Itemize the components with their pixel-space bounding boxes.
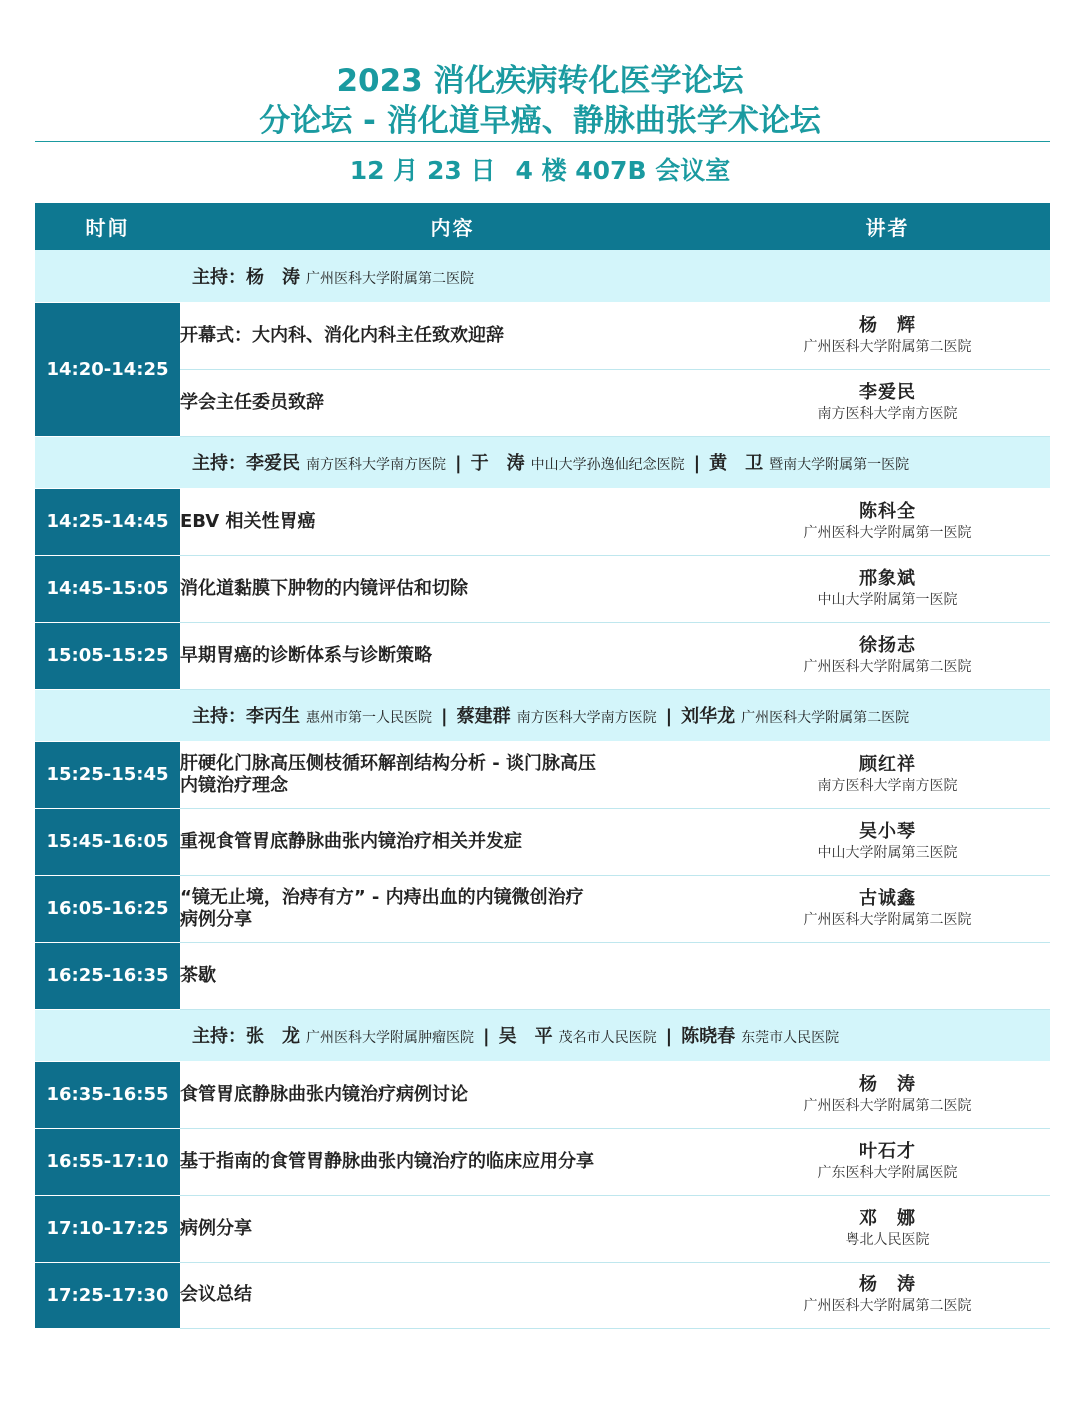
session-content-line1: “镜无止境，治痔有方” - 内痔出血的内镜微创治疗	[180, 886, 584, 908]
header-time: 时间	[35, 203, 180, 250]
host-separator: |	[441, 706, 448, 727]
session-content-line2: 病例分享	[180, 908, 252, 930]
speaker-name: 吴小琴	[859, 820, 916, 842]
host-label: 主持：	[192, 1026, 246, 1047]
table-row	[35, 555, 1050, 622]
time-cell: 17:10-17:25	[35, 1195, 180, 1262]
event-date: 12 月 23 日	[349, 156, 496, 185]
event-venue: 4 楼 407B 会议室	[515, 156, 731, 185]
table-row	[35, 741, 1050, 808]
speaker-name: 李爱民	[859, 381, 916, 403]
table-row	[35, 808, 1050, 875]
host-separator: |	[455, 453, 462, 474]
time-cell: 16:25-16:35	[35, 942, 180, 1009]
time-cell-empty	[35, 1009, 180, 1061]
page-title: 2023 消化疾病转化医学论坛	[336, 63, 744, 99]
host-org: 中山大学孙逸仙纪念医院	[530, 457, 685, 473]
time-cell: 15:05-15:25	[35, 622, 180, 689]
speaker-cell	[725, 555, 1050, 622]
speaker-org: 广州医科大学附属第二医院	[803, 338, 972, 355]
time-cell-empty	[35, 689, 180, 741]
host-label: 主持：	[192, 266, 246, 288]
date-venue-line	[0, 154, 1080, 188]
speaker-cell	[725, 302, 1050, 369]
host-org: 广州医科大学附属第二医院	[741, 710, 910, 726]
speaker-name: 古诚鑫	[859, 887, 916, 909]
speaker-name: 顾红祥	[859, 753, 916, 775]
speaker-cell	[725, 369, 1050, 436]
time-cell: 16:35-16:55	[35, 1061, 180, 1128]
host-org: 南方医科大学南方医院	[516, 710, 657, 726]
speaker-cell	[725, 488, 1050, 555]
host-row	[35, 1009, 1050, 1061]
table-row	[35, 875, 1050, 942]
host-cell	[180, 250, 1050, 302]
speaker-name: 陈科全	[859, 500, 916, 522]
speaker-cell	[725, 875, 1050, 942]
host-row	[35, 689, 1050, 741]
speaker-org: 南方医科大学南方医院	[817, 405, 958, 422]
table-row	[35, 942, 1050, 1009]
time-cell: 14:20-14:25	[35, 302, 180, 436]
speaker-org: 广州医科大学附属第二医院	[803, 658, 972, 675]
host-separator: |	[665, 706, 673, 727]
host-name: 李爱民	[246, 453, 300, 474]
page-subtitle: 分论坛 - 消化道早癌、静脉曲张学术论坛	[259, 103, 821, 139]
speaker-org: 广州医科大学附属第二医院	[803, 911, 972, 928]
host-name: 于 涛	[470, 453, 525, 474]
speaker-org: 中山大学附属第一医院	[817, 591, 958, 608]
host-row	[35, 436, 1050, 488]
time-cell: 15:45-16:05	[35, 808, 180, 875]
speaker-cell	[725, 622, 1050, 689]
table-row	[35, 622, 1050, 689]
speaker-org: 粤北人民医院	[845, 1231, 930, 1248]
host-name: 杨 涛	[246, 266, 300, 288]
speaker-org: 广州医科大学附属第一医院	[803, 524, 972, 541]
speaker-name: 徐扬志	[859, 634, 916, 656]
session-content: 茶歇	[180, 942, 1050, 1009]
host-label: 主持：	[192, 453, 246, 474]
host-name: 李丙生	[246, 706, 300, 727]
host-org: 惠州市第一人民医院	[306, 710, 432, 726]
header-speaker: 讲者	[725, 203, 1050, 250]
table-row	[35, 1128, 1050, 1195]
table-row	[35, 302, 1050, 369]
host-cell	[180, 689, 1050, 741]
table-row	[35, 1195, 1050, 1262]
speaker-cell	[725, 1061, 1050, 1128]
host-label: 主持：	[192, 706, 246, 727]
host-name: 刘华龙	[681, 706, 736, 727]
host-org: 广州医科大学附属第二医院	[306, 270, 474, 287]
host-separator: |	[665, 1026, 673, 1047]
host-row	[35, 250, 1050, 302]
host-name: 蔡建群	[456, 706, 511, 727]
time-cell-empty	[35, 436, 180, 488]
table-row	[35, 1262, 1050, 1328]
speaker-org: 南方医科大学南方医院	[817, 777, 958, 794]
session-content: 食管胃底静脉曲张内镜治疗病例讨论	[180, 1061, 725, 1128]
host-name: 张 龙	[246, 1026, 300, 1047]
host-cell	[180, 436, 1050, 488]
session-content	[180, 741, 725, 808]
speaker-cell	[725, 1128, 1050, 1195]
session-content-line1: 肝硬化门脉高压侧枝循环解剖结构分析 - 谈门脉高压	[180, 752, 597, 774]
host-name: 陈晓春	[681, 1026, 736, 1047]
speaker-name: 杨 辉	[859, 314, 916, 336]
session-content: 消化道黏膜下肿物的内镜评估和切除	[180, 555, 725, 622]
host-org: 东莞市人民医院	[741, 1030, 840, 1046]
session-content: 会议总结	[180, 1262, 725, 1328]
session-content-line2: 内镜治疗理念	[180, 774, 288, 796]
schedule-table	[35, 203, 1050, 1329]
header-content: 内容	[180, 203, 725, 250]
table-row	[35, 488, 1050, 555]
speaker-org: 中山大学附属第三医院	[817, 844, 958, 861]
host-org: 南方医科大学南方医院	[306, 457, 446, 473]
speaker-cell	[725, 741, 1050, 808]
session-content: 病例分享	[180, 1195, 725, 1262]
host-separator: |	[483, 1026, 490, 1047]
host-name: 黄 卫	[709, 453, 764, 474]
speaker-name: 邓 娜	[859, 1207, 916, 1229]
host-name: 吴 平	[498, 1026, 553, 1047]
speaker-name: 邢象斌	[859, 567, 916, 589]
session-content: 开幕式：大内科、消化内科主任致欢迎辞	[180, 302, 725, 369]
time-cell: 15:25-15:45	[35, 741, 180, 808]
session-content: 重视食管胃底静脉曲张内镜治疗相关并发症	[180, 808, 725, 875]
session-content: 基于指南的食管胃静脉曲张内镜治疗的临床应用分享	[180, 1128, 725, 1195]
host-org: 广州医科大学附属肿瘤医院	[306, 1030, 474, 1046]
speaker-org: 广州医科大学附属第二医院	[803, 1298, 972, 1314]
session-content: EBV 相关性胃癌	[180, 488, 725, 555]
host-cell	[180, 1009, 1050, 1061]
session-content: 早期胃癌的诊断体系与诊断策略	[180, 622, 725, 689]
time-cell: 16:05-16:25	[35, 875, 180, 942]
table-row	[35, 1061, 1050, 1128]
time-cell-empty	[35, 250, 180, 302]
speaker-name: 杨 涛	[859, 1073, 916, 1095]
speaker-cell	[725, 1195, 1050, 1262]
session-content: 学会主任委员致辞	[180, 369, 725, 436]
time-cell: 16:55-17:10	[35, 1128, 180, 1195]
table-row	[35, 369, 1050, 436]
host-separator: |	[693, 453, 701, 474]
time-cell: 17:25-17:30	[35, 1262, 180, 1328]
time-cell: 14:25-14:45	[35, 488, 180, 555]
speaker-name: 杨 涛	[859, 1274, 916, 1295]
speaker-org: 广东医科大学附属医院	[817, 1164, 958, 1181]
speaker-cell	[725, 1262, 1050, 1328]
host-org: 茂名市人民医院	[558, 1030, 657, 1046]
speaker-cell	[725, 808, 1050, 875]
table-header-row	[35, 203, 1050, 250]
host-org: 暨南大学附属第一医院	[769, 457, 910, 473]
speaker-org: 广州医科大学附属第二医院	[803, 1097, 972, 1114]
session-content	[180, 875, 725, 942]
speaker-name: 叶石才	[859, 1140, 916, 1162]
time-cell: 14:45-15:05	[35, 555, 180, 622]
title-divider	[35, 141, 1050, 142]
